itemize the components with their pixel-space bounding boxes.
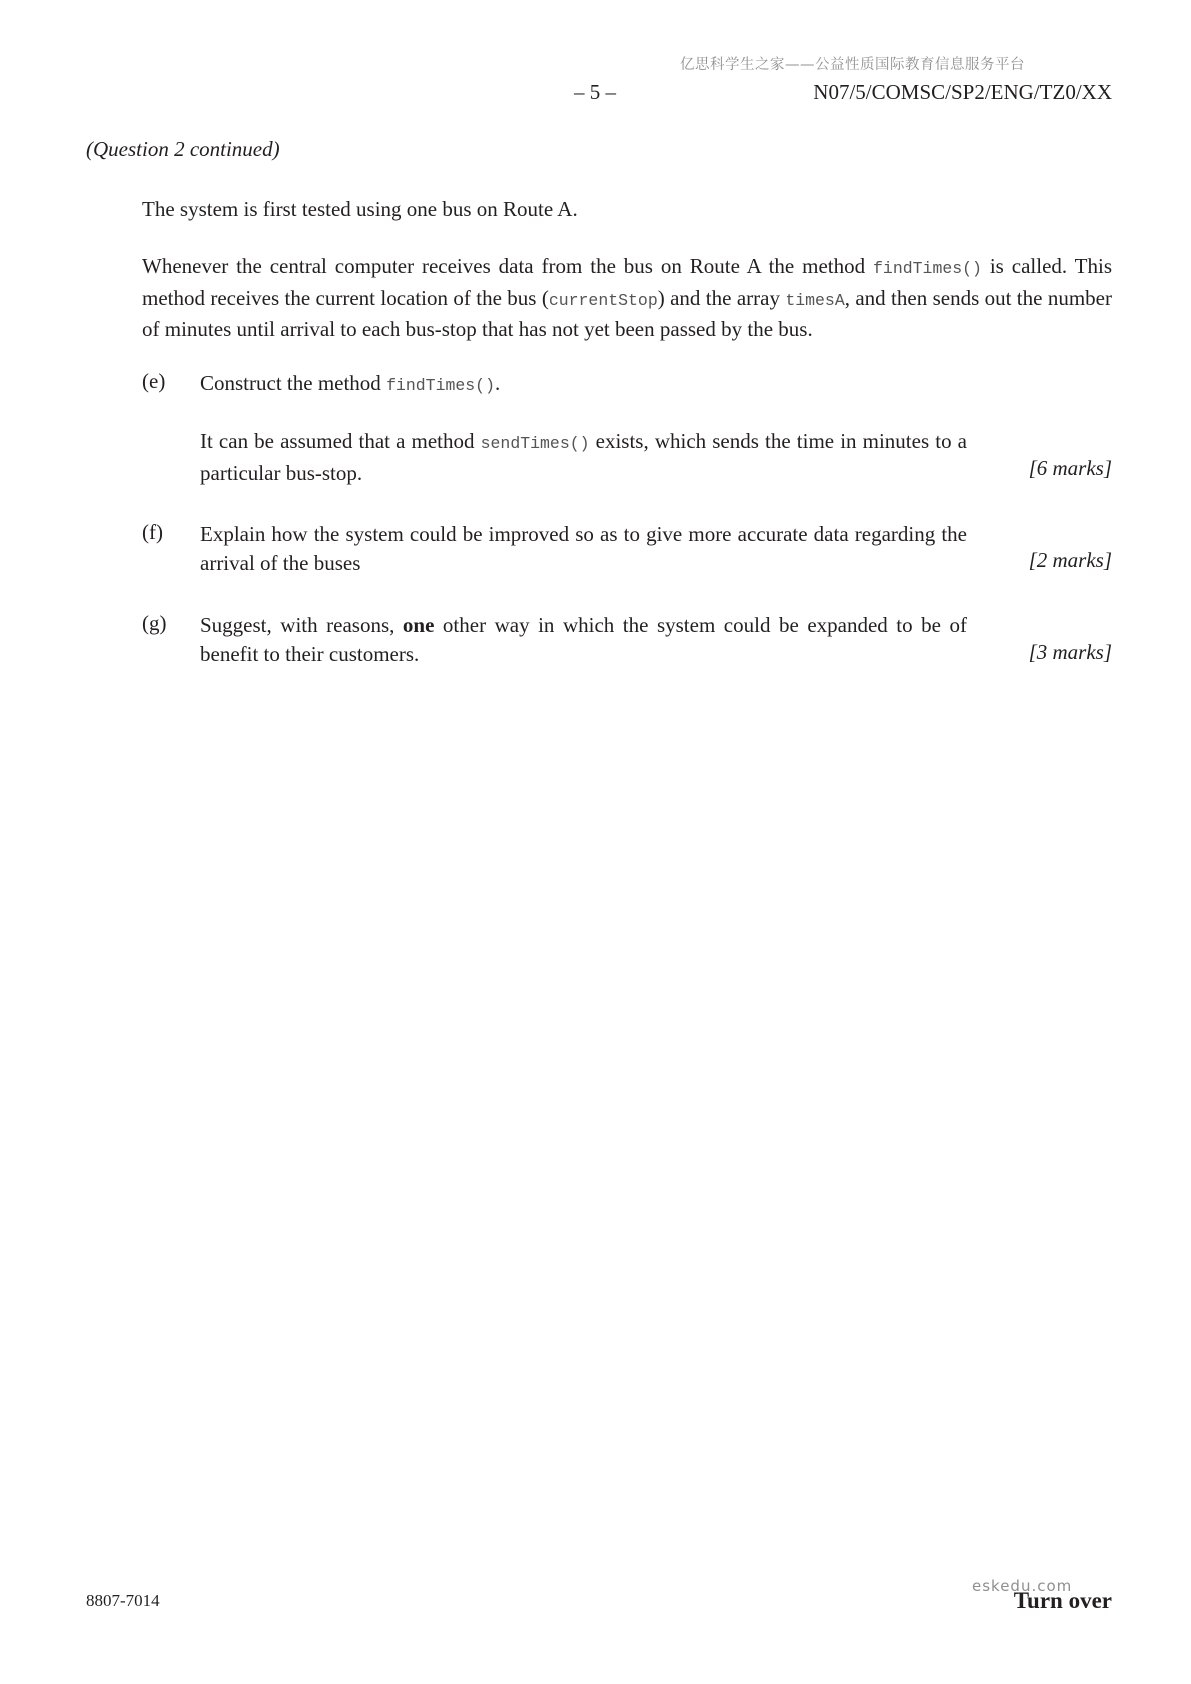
question-g-marks: [3 marks] [1028,640,1112,664]
question-e-line1-suffix: . [494,371,501,395]
turn-over-label: Turn over [1013,1588,1112,1613]
question-g-emphasis: one [402,613,435,637]
paper-code: N07/5/COMSC/SP2/ENG/TZ0/XX [813,80,1112,104]
main-text-3: ) and the array [657,285,786,310]
question-e-marks: [6 marks] [1028,456,1112,480]
code-timesa: timesA [785,290,845,310]
question-e-line2-suffix: exists, which sends the time in minutes to a particular bus-stop. [200,429,967,485]
code-findtimes: findTimes() [873,259,982,278]
code-sendtimes: sendTimes() [480,434,590,453]
question-continued-label: (Question 2 continued) [86,137,280,161]
footer-paper-code: 8807-7014 [86,1591,160,1610]
question-g-letter: (g) [142,611,167,635]
code-currentstop: currentStop [548,290,658,310]
question-f-marks: [2 marks] [1028,548,1112,572]
question-e-line1 [200,369,967,401]
main-text-2: is called. This method receives the current location of the bus ( [142,254,1112,310]
question-e-line2-text: It can be assumed that a method [200,429,481,453]
question-e-letter: (e) [142,369,166,393]
question-e-line1-text: Construct the method [200,371,387,395]
intro-paragraph: The system is first tested using one bus on Route A. [142,197,578,221]
code-findtimes-e: findTimes() [386,376,495,395]
question-f-letter: (f) [142,520,163,544]
question-g-text-suffix: other way in which the system could be expanded to be of benefit to their customers. [200,613,967,666]
page-number: – 5 – [574,80,616,104]
main-text-4: , and then sends out the number of minutes until arrival to each bus-stop that has not yet been passed by the bus. [142,285,1112,342]
main-paragraph [142,252,1112,344]
question-f-text: Explain how the system could be improved so as to give more accurate data regarding the arrival of the buses [200,522,967,575]
main-text-1: Whenever the central computer receives data from the bus on Route A the method [142,254,874,278]
question-g-text [200,611,967,668]
question-e-line2 [200,427,967,487]
watermark-footer: eskedu.com [972,1577,1073,1595]
question-g-text-prefix: Suggest, with reasons, [200,613,403,637]
watermark-banner: 亿思科学生之家——公益性质国际教育信息服务平台 [680,57,1025,73]
